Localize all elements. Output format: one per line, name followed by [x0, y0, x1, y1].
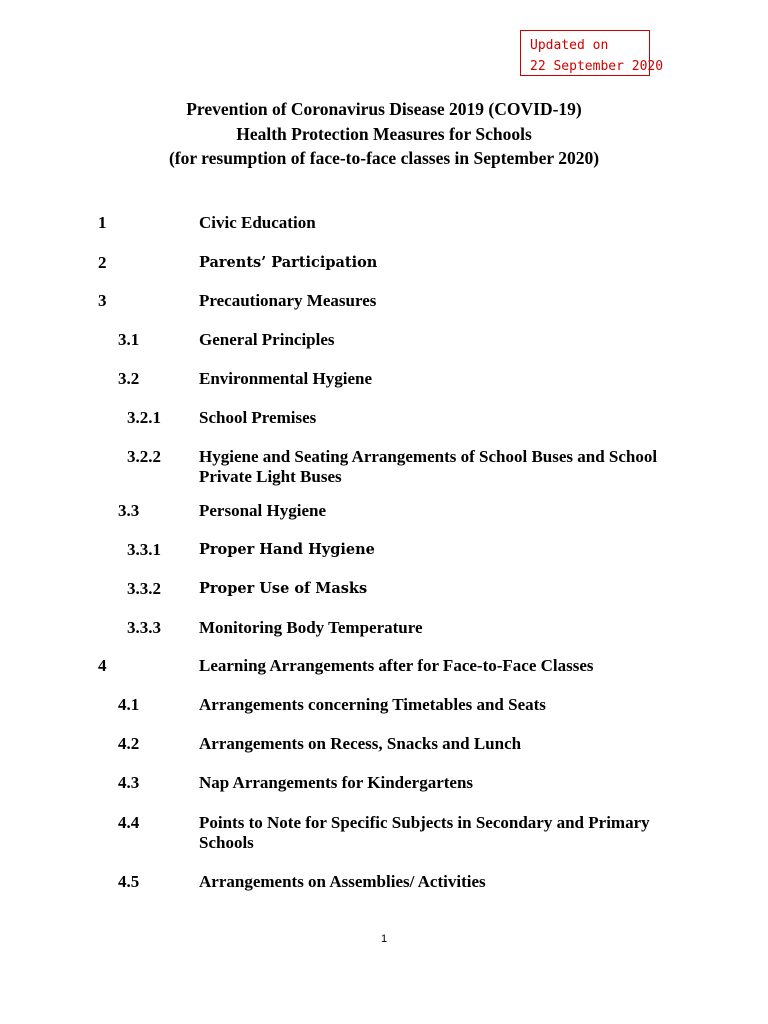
- toc-number: 3.3.3: [127, 618, 161, 637]
- toc-number: 3.3: [118, 501, 140, 520]
- page-number: 1: [380, 933, 388, 945]
- toc-number: 3.2.2: [127, 447, 161, 466]
- toc-number: 4.3: [118, 773, 140, 792]
- toc-title: Civic Education: [199, 213, 316, 232]
- toc-title: General Principles: [199, 330, 335, 349]
- update-notice-line1: Updated on: [530, 38, 609, 53]
- update-notice-date: 22 September 2020: [530, 59, 664, 74]
- update-notice-box: [520, 30, 664, 76]
- toc-number: 4: [98, 656, 107, 675]
- toc-title: Arrangements concerning Timetables and Seats: [199, 695, 546, 714]
- toc-number: 3.2.1: [127, 408, 161, 427]
- toc-title: Parents’ Participation: [199, 254, 378, 271]
- toc-number: 3.3.2: [127, 579, 161, 598]
- title-line-1: Prevention of Coronavirus Disease 2019 (COVID-19): [186, 99, 582, 119]
- toc-number: 4.2: [118, 734, 140, 753]
- toc-title: Arrangements on Recess, Snacks and Lunch: [199, 734, 522, 753]
- title-line-2: Health Protection Measures for Schools: [236, 123, 532, 144]
- toc-number: 3.3.1: [127, 540, 161, 559]
- toc-number: 4.4: [118, 813, 140, 832]
- toc-number: 2: [98, 253, 107, 272]
- title-line-3: (for resumption of face-to-face classes in September 2020): [168, 148, 600, 168]
- toc-title: Nap Arrangements for Kindergartens: [199, 773, 474, 792]
- toc-title: School Premises: [199, 408, 317, 427]
- toc-title: Personal Hygiene: [199, 501, 327, 520]
- toc-title: Monitoring Body Temperature: [199, 618, 423, 637]
- toc-title: Proper Use of Masks: [199, 580, 368, 597]
- document-title: [0, 97, 768, 171]
- toc-title: Environmental Hygiene: [199, 369, 372, 388]
- toc-number: 3.2: [118, 369, 140, 388]
- toc-number: 4.1: [118, 695, 140, 714]
- toc-title: Hygiene and Seating Arrangements of School Buses and School Private Light Buses: [199, 447, 658, 486]
- toc-number: 4.5: [118, 872, 140, 891]
- toc-title: Arrangements on Assemblies/ Activities: [199, 872, 486, 891]
- toc-number: 3.1: [118, 330, 140, 349]
- toc-title: Proper Hand Hygiene: [199, 541, 375, 558]
- toc-number: 3: [98, 291, 107, 310]
- toc-title: Points to Note for Specific Subjects in Secondary and Primary Schools: [199, 813, 650, 852]
- toc-title: Precautionary Measures: [199, 291, 377, 310]
- toc-title: Learning Arrangements after for Face-to-Face Classes: [199, 656, 594, 675]
- toc-number: 1: [98, 213, 107, 232]
